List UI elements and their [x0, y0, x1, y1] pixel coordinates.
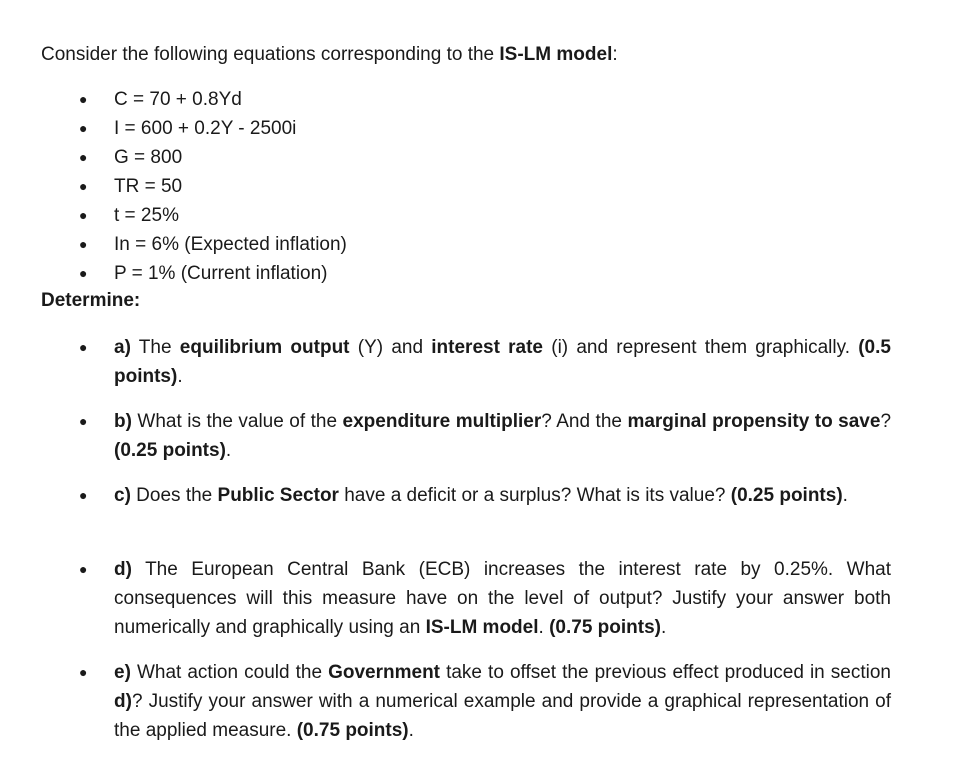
question-text-segment: . [225, 440, 232, 461]
question-text-segment: ? [880, 411, 892, 432]
equation-text: P = 1% (Current inflation) [114, 263, 328, 284]
question-keyword: IS-LM model [425, 617, 539, 638]
question-text-segment: . [177, 366, 183, 387]
bullet-icon: ● [79, 207, 88, 223]
bullet-icon: ● [79, 664, 88, 680]
question-label: d) [114, 559, 132, 580]
equation-text: TR = 50 [114, 176, 183, 197]
question-c-text [114, 481, 891, 510]
question-text-segment: take to offset the previous effect produced in section [440, 662, 892, 683]
question-text-segment: ? Justify your answer with a numerical example and provide a graphical representation of the applied measure. [114, 691, 891, 741]
question-b-text [114, 407, 891, 465]
intro-text-end: : [612, 44, 618, 65]
bullet-icon: ● [79, 561, 88, 577]
bullet-icon: ● [79, 120, 88, 136]
question-keyword: interest rate [431, 337, 543, 358]
question-text-segment: What is the value of the [131, 411, 343, 432]
question-text-segment: . [842, 485, 848, 506]
question-d-text [114, 555, 891, 642]
question-text-segment: . [660, 617, 667, 638]
question-points: (0.25 points) [114, 440, 226, 461]
question-points: (0.5 points) [114, 337, 891, 387]
question-label: e) [114, 662, 131, 683]
question-label: a) [114, 337, 131, 358]
bullet-icon: ● [79, 265, 88, 281]
question-keyword: marginal propensity to save [627, 411, 881, 432]
bullet-icon: ● [79, 236, 88, 252]
bullet-icon: ● [79, 149, 88, 165]
bullet-icon: ● [79, 178, 88, 194]
equation-text: C = 70 + 0.8Yd [114, 89, 242, 110]
bullet-icon: ● [79, 91, 88, 107]
question-keyword: Public Sector [217, 485, 339, 506]
question-keyword: expenditure multiplier [342, 411, 542, 432]
equation-text: G = 800 [114, 147, 183, 168]
question-text-segment: (Y) and [349, 337, 432, 358]
intro-model-name: IS-LM model [499, 44, 613, 65]
equation-text: I = 600 + 0.2Y - 2500i [114, 118, 297, 139]
question-text-segment: The [130, 337, 180, 358]
question-points: (0.75 points) [296, 720, 409, 741]
question-points: (0.75 points) [549, 617, 661, 638]
bullet-icon: ● [79, 413, 88, 429]
intro-text [41, 42, 618, 68]
question-e-text [114, 658, 891, 745]
bullet-icon: ● [79, 339, 88, 355]
question-keyword: Government [328, 662, 441, 683]
intro-text-start: Consider the following equations corresponding to the [41, 44, 500, 65]
question-keyword: equilibrium output [179, 337, 350, 358]
question-text-segment: . [538, 617, 550, 638]
equation-text: t = 25% [114, 205, 179, 226]
bullet-icon: ● [79, 487, 88, 503]
question-text-segment: Does the [130, 485, 218, 506]
determine-heading: Determine: [41, 290, 141, 311]
question-text-segment: What action could the [130, 662, 329, 683]
question-label: b) [114, 411, 132, 432]
question-text-segment: have a deficit or a surplus? What is its value? [338, 485, 731, 506]
question-text-segment: (i) and represent them graphically. [543, 337, 859, 358]
question-label: c) [114, 485, 131, 506]
equation-text: In = 6% (Expected inflation) [114, 234, 347, 255]
question-points: (0.25 points) [730, 485, 843, 506]
question-text-segment: The European Central Bank (ECB) increases the interest rate by 0.25%. What consequences will this measure have on the level of output? Justify your answer both numerically and graphically using an [114, 559, 891, 638]
question-text-segment: . [408, 720, 414, 741]
question-a-text [114, 333, 891, 391]
question-keyword: d) [114, 691, 132, 712]
question-text-segment: ? And the [541, 411, 628, 432]
